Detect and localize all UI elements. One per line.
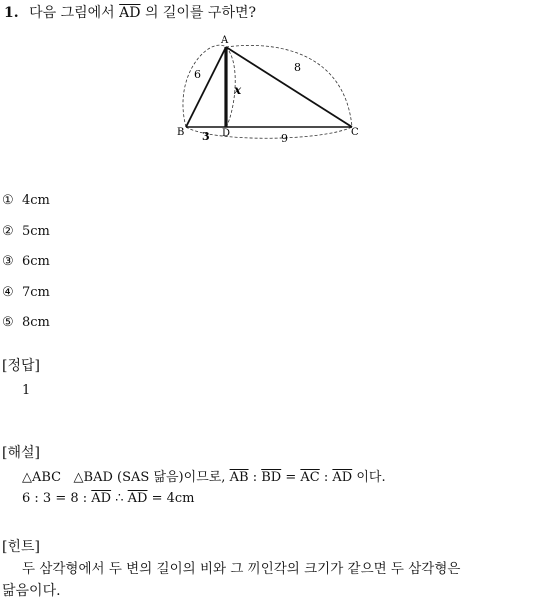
choice-4[interactable]	[2, 285, 50, 300]
similarity-text: △BAD (SAS 닮음)이므로,	[73, 470, 226, 485]
choice-mark: ③	[2, 254, 14, 269]
question-segment: $\overline{AD}$	[119, 5, 141, 21]
choice-2[interactable]	[2, 224, 50, 239]
proportion-text: 6 : 3 = 8 :	[22, 491, 88, 506]
length-bd: 3	[202, 130, 210, 143]
choice-mark: ①	[2, 193, 14, 208]
question	[4, 2, 256, 22]
length-ab: 6	[194, 68, 201, 81]
segment-ad: $\overline{AD}$	[127, 491, 148, 506]
explanation-line-1	[22, 466, 386, 485]
vertex-b: B	[177, 127, 185, 138]
choice-mark: ④	[2, 285, 14, 300]
length-ad: x	[234, 83, 242, 97]
segment-ab: $\overline{AB}$	[229, 470, 249, 485]
choice-5[interactable]	[2, 315, 50, 330]
explanation-line-2	[22, 491, 195, 506]
segment-ad: $\overline{AD}$	[332, 470, 353, 485]
vertex-c: C	[351, 127, 359, 138]
question-text-before: 다음 그림에서	[29, 5, 115, 21]
result-text: = 4cm	[151, 491, 195, 506]
answer-value: 1	[22, 383, 31, 398]
choice-text: 8cm	[22, 315, 50, 330]
hint-line-1: 두 삼각형에서 두 변의 길이의 비와 그 끼인각의 크기가 같으면 두 삼각형은	[22, 561, 461, 577]
answer-label: [정답]	[2, 358, 40, 374]
question-text-after: 의 길이를 구하면?	[144, 5, 257, 21]
vertex-d: D	[222, 128, 231, 139]
choice-3[interactable]	[2, 254, 50, 269]
triangle-abc: △ABC	[22, 470, 62, 485]
ratio-colon: :	[323, 470, 329, 485]
choice-text: 7cm	[22, 285, 50, 300]
equals-sign: =	[285, 470, 297, 485]
vertex-a: A	[221, 35, 229, 46]
segment-ac: $\overline{AC}$	[300, 470, 320, 485]
length-dc: 9	[281, 132, 288, 145]
choice-text: 5cm	[22, 224, 50, 239]
segment-bd: $\overline{BD}$	[261, 470, 282, 485]
choice-text: 4cm	[22, 193, 50, 208]
choice-text: 6cm	[22, 254, 50, 269]
triangle-figure	[170, 34, 370, 146]
ratio-colon: :	[252, 470, 258, 485]
hint-label: [힌트]	[2, 539, 40, 555]
choice-mark: ⑤	[2, 315, 14, 330]
explanation-label: [해설]	[2, 445, 40, 461]
therefore-symbol: ∴	[115, 491, 124, 506]
arc-bottom	[186, 127, 352, 138]
side-ab	[186, 47, 226, 127]
choice-1[interactable]	[2, 193, 50, 208]
length-ac: 8	[294, 61, 301, 74]
choice-mark: ②	[2, 224, 14, 239]
question-number: 1.	[4, 5, 19, 21]
sentence-tail: 이다.	[356, 470, 386, 485]
hint-line-2: 닮음이다.	[2, 583, 61, 599]
segment-ad: $\overline{AD}$	[91, 491, 112, 506]
side-ac	[226, 47, 352, 127]
